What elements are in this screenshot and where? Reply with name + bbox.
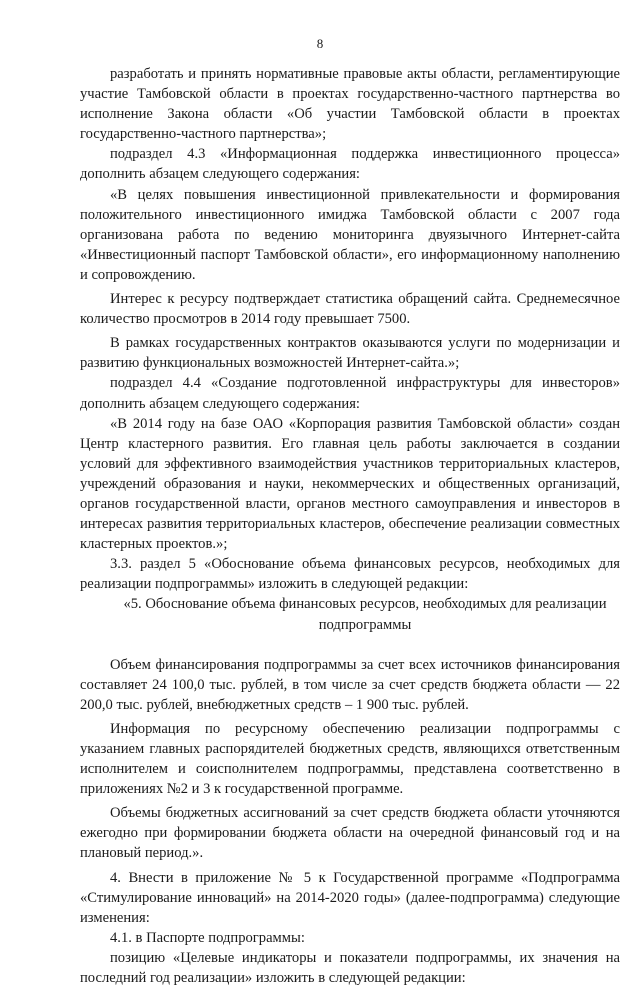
- paragraph: В рамках государственных контрактов оказываются услуги по модернизации и развитию функциональных возможностей Интернет-сайта.»;: [80, 335, 620, 372]
- paragraph: Интерес к ресурсу подтверждает статистика обращений сайта. Среднемесячное количество просмотров в 2014 году превышает 7500.: [80, 291, 620, 328]
- paragraph: разработать и принять нормативные правовые акты области, регламентирующие участие Тамбовской области в проектах государственно-частного партнерства во исполнение Закона области «Об участии Тамбовской области в проектах государственно-частного партнерства»;: [80, 66, 620, 143]
- paragraph: позицию «Целевые индикаторы и показатели подпрограммы, их значения на последний год реализации» изложить в следующей редакции:: [80, 949, 620, 987]
- paragraph: подраздел 4.4 «Создание подготовленной инфраструктуры для инвесторов» дополнить абзацем следующего содержания:: [80, 375, 620, 412]
- paragraph: 3.3. раздел 5 «Обоснование объема финансовых ресурсов, необходимых для реализации подпрограммы» изложить в следующей редакции:: [80, 556, 620, 593]
- paragraph: Информация по ресурсному обеспечению реализации подпрограммы с указанием главных распорядителей бюджетных средств, являющихся ответственным исполнителем и соисполнителем подпрограммы, представлена соответственно в приложениях №2 и 3 к государственной программе.: [80, 720, 620, 798]
- paragraph: 4.1. в Паспорте подпрограммы:: [110, 929, 305, 946]
- paragraph: «В целях повышения инвестиционной привлекательности и формирования положительного инвестиционного имиджа Тамбовской области с 2007 года организована работа по ведению мониторинга двуязычного Интернет-сайта «Инвестиционный паспорт Тамбовской области», его информационному наполнению и сопровождению.: [80, 186, 620, 283]
- document-body: [80, 64, 620, 988]
- paragraph: подраздел 4.3 «Информационная поддержка инвестиционного процесса» дополнить абзацем следующего содержания:: [80, 146, 620, 183]
- section-heading: «5. Обоснование объема финансовых ресурсов, необходимых для реализации подпрограммы: [123, 596, 607, 633]
- paragraph: «В 2014 году на базе ОАО «Корпорация развития Тамбовской области» создан Центр кластерного развития. Его главная цель работы заключается в создании условий для эффективного взаимодействия участников территориальных кластеров, учреждений образования и науки, некоммерческих и общественных организаций, органов государственной власти, органов местного самоуправления и инвесторов в интересах развития территориальных кластеров, обеспечение реализации совместных кластерных проектов.»;: [80, 415, 620, 553]
- paragraph: Объемы бюджетных ассигнований за счет средств бюджета области уточняются ежегодно при формировании бюджета области на очередной финансовый год и на плановый период.».: [80, 805, 620, 862]
- page-number: 8: [316, 36, 324, 51]
- paragraph: Объем финансирования подпрограммы за счет всех источников финансирования составляет 24 100,0 тыс. рублей, в том числе за счет средств бюджета области — 22 200,0 тыс. рублей, внебюджетных средств – 1 900 тыс. рублей.: [80, 656, 620, 713]
- paragraph: 4. Внести в приложение № 5 к Государственной программе «Подпрограмма «Стимулирование инноваций» на 2014-2020 годы» (далее-подпрограмма) следующие изменения:: [80, 869, 620, 926]
